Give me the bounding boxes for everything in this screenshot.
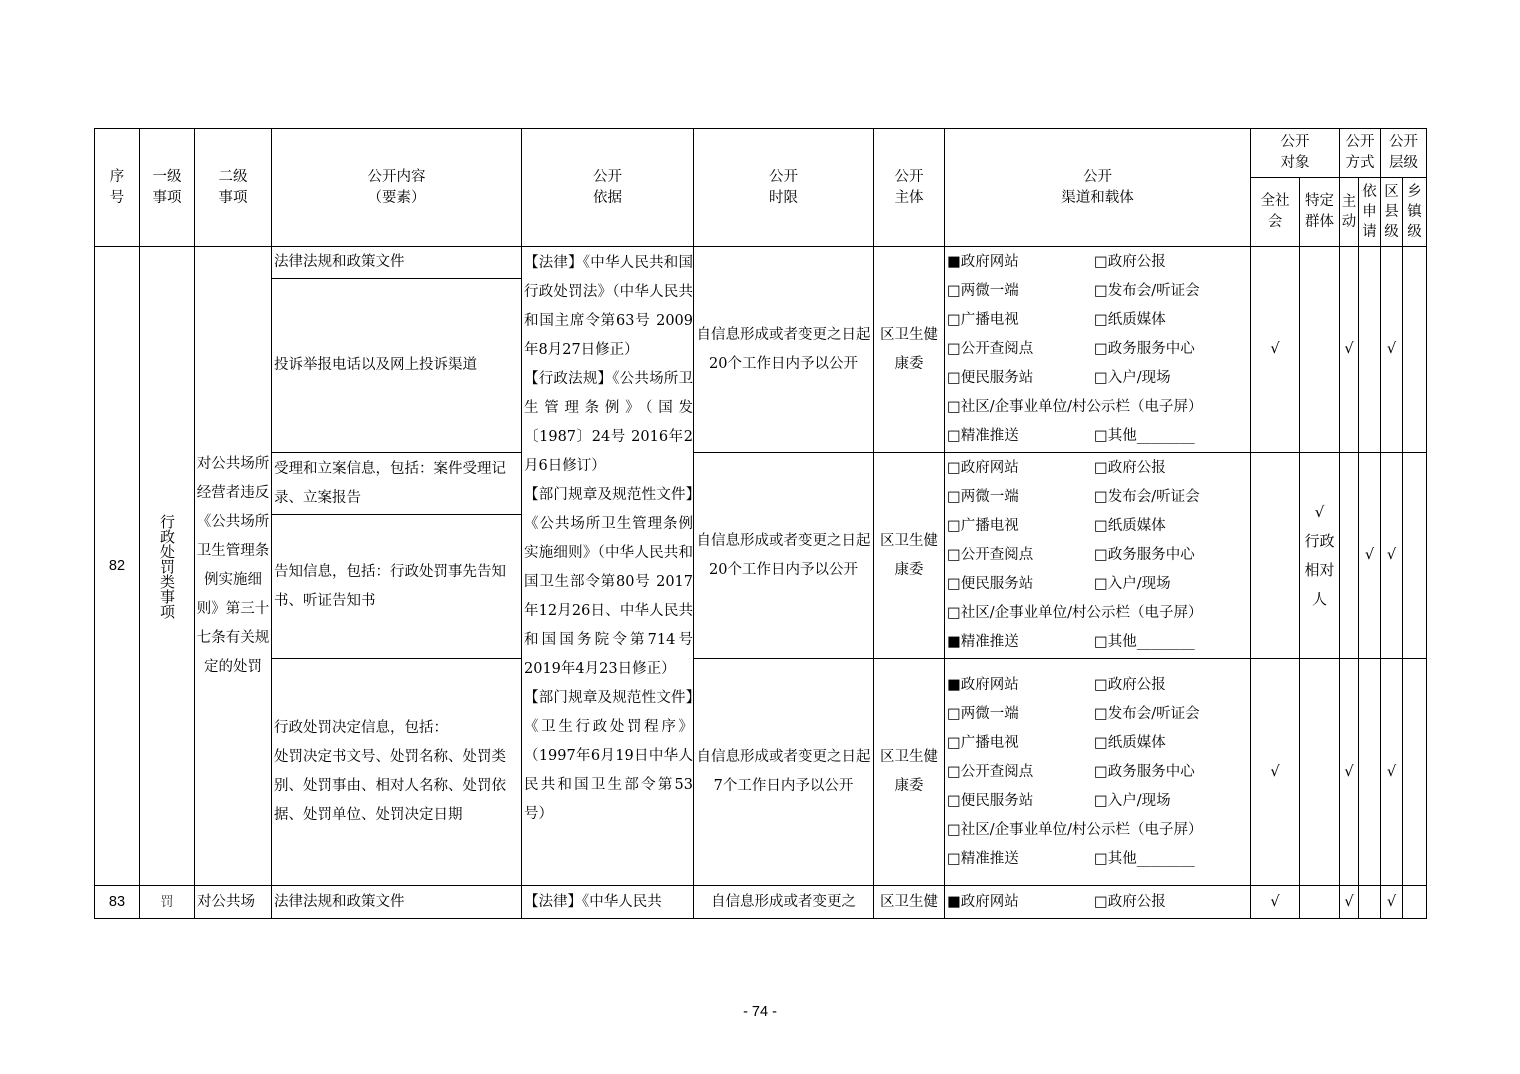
header-method-apply: 依 申 请: [1359, 178, 1381, 247]
header-basis: 公开 依据: [522, 129, 694, 247]
row82-g1-county: √: [1381, 247, 1403, 453]
row83-active: √: [1340, 886, 1359, 919]
row82-g1-town: [1403, 247, 1427, 453]
disclosure-table: [94, 128, 1427, 919]
header-level1: 一级 事项: [140, 129, 195, 247]
header-seq: 序 号: [95, 129, 140, 247]
row83-county: √: [1381, 886, 1403, 919]
row83-level1: 罚: [140, 886, 195, 919]
row82-seq: 82: [95, 247, 140, 886]
row82-g3-active: √: [1340, 659, 1359, 886]
row82-channels-1: ■政府网站 □政府公报 □两微一端 □发布会/听证会 □广播电视 □纸质媒体 □公开查阅点 □政务服务中心 □便民服务站 □入户/现场 □社区/企事业单位/村公示栏（电子屏） □精准推送 □其他________: [945, 247, 1251, 453]
row82-g3-town: [1403, 659, 1427, 886]
row82-level2: 对公共场所经营者违反《公共场所卫生管理条例实施细则》第三十七条有关规定的处罚: [195, 247, 272, 886]
row82-g1-all: √: [1251, 247, 1300, 453]
row83-subject: 区卫生健: [874, 886, 945, 919]
row82-level1: 行政处罚类事项: [140, 247, 195, 886]
header-tier: 公开 层级: [1381, 129, 1427, 178]
row82-channels-2: □政府网站 □政府公报 □两微一端 □发布会/听证会 □广播电视 □纸质媒体 □公开查阅点 □政务服务中心 □便民服务站 □入户/现场 □社区/企事业单位/村公示栏（电子屏） ■精准推送 □其他________: [945, 453, 1251, 659]
header-method-active: 主 动: [1340, 178, 1359, 247]
row82-g2-all: [1251, 453, 1300, 659]
row82-content-4: 告知信息，包括：行政处罚事先告知书、听证告知书: [272, 515, 522, 659]
header-deadline: 公开 时限: [694, 129, 874, 247]
row82-g3-all: √: [1251, 659, 1300, 886]
row82-g1-special: [1300, 247, 1340, 453]
row82-g3-special: [1300, 659, 1340, 886]
row82-g2-special: √ 行政 相对 人: [1300, 453, 1340, 659]
row82-content-2: 投诉举报电话以及网上投诉渠道: [272, 279, 522, 453]
row82-g2-county: √: [1381, 453, 1403, 659]
header-subject: 公开 主体: [874, 129, 945, 247]
row83-seq: 83: [95, 886, 140, 919]
row82-channels-3: ■政府网站 □政府公报 □两微一端 □发布会/听证会 □广播电视 □纸质媒体 □公开查阅点 □政务服务中心 □便民服务站 □入户/现场 □社区/企事业单位/村公示栏（电子屏） □精准推送 □其他________: [945, 659, 1251, 886]
row83-channels: ■政府网站 □政府公报: [945, 886, 1251, 919]
header-tier-county: 区 县 级: [1381, 178, 1403, 247]
row82-deadline-1: 自信息形成或者变更之日起20个工作日内予以公开: [694, 247, 874, 453]
row82-content-1: 法律法规和政策文件: [272, 247, 522, 279]
row82-subject-1: 区卫生健康委: [874, 247, 945, 453]
page-number: - 74 -: [743, 1004, 777, 1020]
row83-apply: [1359, 886, 1381, 919]
row82-g2-apply: √: [1359, 453, 1381, 659]
header-content: 公开内容 （要素）: [272, 129, 522, 247]
row83-basis: 【法律】《中华人民共: [522, 886, 694, 919]
header-level2: 二级 事项: [195, 129, 272, 247]
row83-content: 法律法规和政策文件: [272, 886, 522, 919]
row83-all: √: [1251, 886, 1300, 919]
row82-g2-town: [1403, 453, 1427, 659]
row83-special: [1300, 886, 1340, 919]
row82-g2-active: [1340, 453, 1359, 659]
row82-content-3: 受理和立案信息，包括：案件受理记录、立案报告: [272, 453, 522, 515]
row82-g1-apply: [1359, 247, 1381, 453]
header-target: 公开 对象: [1251, 129, 1340, 178]
row82-deadline-3: 自信息形成或者变更之日起7个工作日内予以公开: [694, 659, 874, 886]
header-target-all: 全社 会: [1251, 178, 1300, 247]
header-method: 公开 方式: [1340, 129, 1381, 178]
row82-subject-3: 区卫生健康委: [874, 659, 945, 886]
row82-g3-county: √: [1381, 659, 1403, 886]
row82-content-5: 行政处罚决定信息，包括： 处罚决定书文号、处罚名称、处罚类别、处罚事由、相对人名称、处罚依据、处罚单位、处罚决定日期: [272, 659, 522, 886]
row82-g1-active: √: [1340, 247, 1359, 453]
row82-g3-apply: [1359, 659, 1381, 886]
header-target-special: 特定 群体: [1300, 178, 1340, 247]
row83-level2: 对公共场: [195, 886, 272, 919]
row82-subject-2: 区卫生健康委: [874, 453, 945, 659]
header-tier-town: 乡 镇 级: [1403, 178, 1427, 247]
row82-deadline-2: 自信息形成或者变更之日起20个工作日内予以公开: [694, 453, 874, 659]
header-channel: 公开 渠道和载体: [945, 129, 1251, 247]
row83-town: [1403, 886, 1427, 919]
row83-deadline: 自信息形成或者变更之: [694, 886, 874, 919]
row82-basis: 【法律】《中华人民共和国行政处罚法》（中华人民共和国主席令第63号 2009年8月27日修正） 【行政法规】《公共场所卫生管理条例》（国发〔1987〕24号 2016年2月6日修订） 【部门规章及规范性文件】《公共场所卫生管理条例实施细则》（中华人民共和国卫生部令第80号 2017年12月26日、中华人民共和国国务院令第714号 2019年4月23日修正） 【部门规章及规范性文件】《卫生行政处罚程序》（1997年6月19日中华人民共和国卫生部令第53号）: [522, 247, 694, 886]
